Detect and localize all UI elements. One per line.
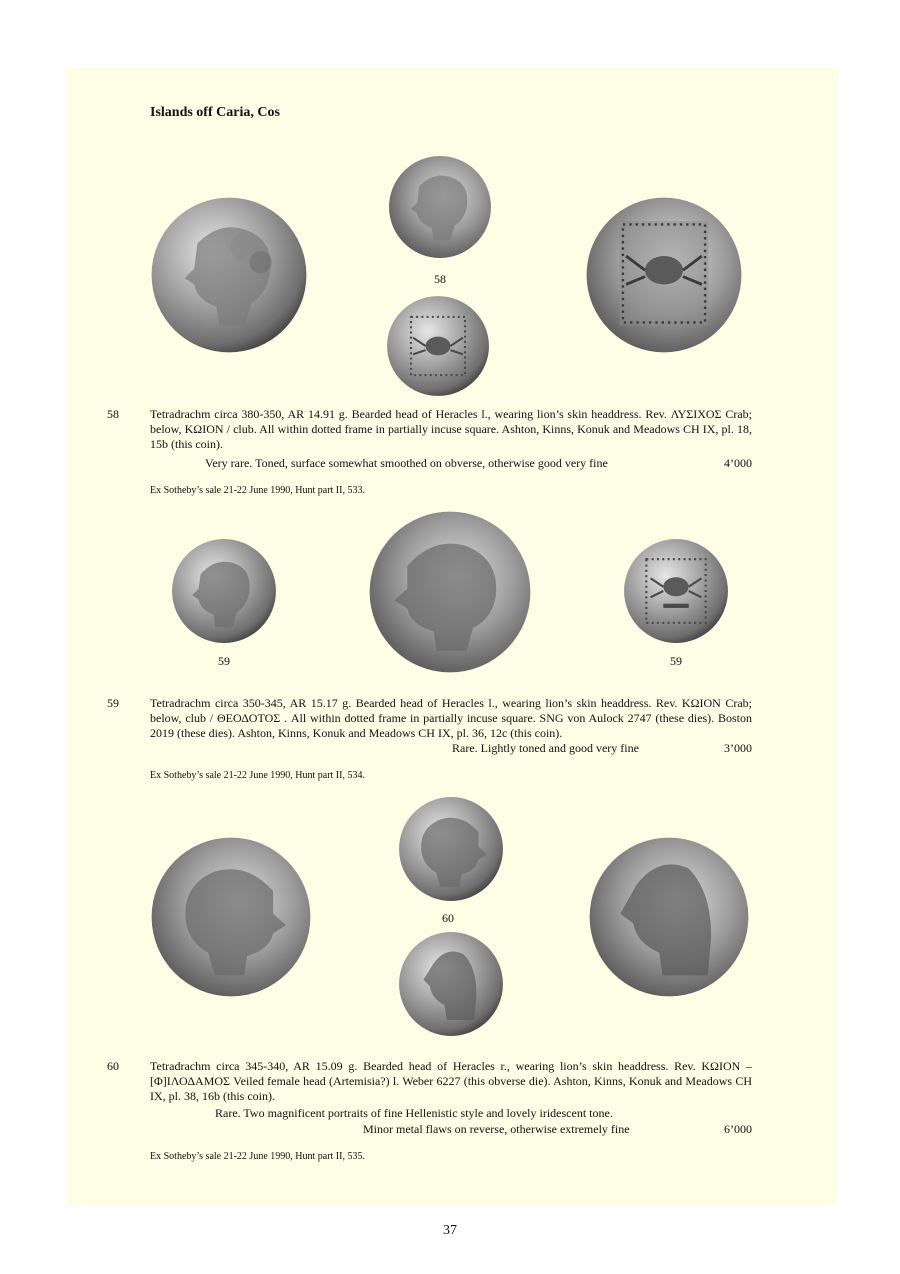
heracles-head-obverse-icon: [388, 152, 492, 262]
crab-reverse-icon: [620, 538, 732, 644]
image-label: 60: [442, 911, 454, 925]
crab-reverse-icon: [382, 294, 494, 398]
veiled-female-head-icon: [398, 930, 504, 1038]
lot-description: Tetradrachm circa 350-345, AR 15.17 g. Bearded head of Heracles l., wearing lion’s skin headdress. Rev. ΚΩΙΟΝ Crab; below, club / ΘΕΟΔΟΤΟΣ . All within dotted frame in partially incuse square. SNG von Aulock 2747 (these dies). Boston 2019 (these dies). Ashton, Kinns, Konuk and Meadows CH IX, pl. 36, 12c (this coin).: [150, 696, 752, 740]
lot-provenance: Ex Sotheby’s sale 21-22 June 1990, Hunt part II, 535.: [150, 1151, 365, 1162]
lot-number: 60: [107, 1059, 119, 1073]
heracles-head-obverse-icon: [150, 192, 308, 358]
heracles-head-obverse-icon: [168, 538, 280, 644]
image-label: 58: [434, 272, 446, 286]
crab-reverse-icon: [578, 196, 750, 354]
section-title: Islands off Caria, Cos: [150, 105, 280, 120]
heracles-head-obverse-icon: [150, 836, 312, 998]
lot-condition: Rare. Two magnificent portraits of fine Hellenistic style and lovely iridescent tone.: [215, 1106, 613, 1120]
lot-number: 59: [107, 696, 119, 710]
lot-provenance: Ex Sotheby’s sale 21-22 June 1990, Hunt part II, 534.: [150, 770, 365, 781]
lot-condition: Very rare. Toned, surface somewhat smoothed on obverse, otherwise good very fine: [205, 456, 608, 470]
page-number: 37: [443, 1223, 457, 1238]
lot-provenance: Ex Sotheby’s sale 21-22 June 1990, Hunt part II, 533.: [150, 485, 365, 496]
heracles-head-obverse-icon: [398, 796, 504, 902]
lot-price: 3’000: [724, 741, 752, 755]
lot-description: Tetradrachm circa 380-350, AR 14.91 g. Bearded head of Heracles l., wearing lion’s skin headdress. Rev. ΛΥΣΙΧΟΣ Crab; below, ΚΩΙΟΝ / club. All within dotted frame in partially incuse square. Ashton, Kinns, Konuk and Meadows CH IX, pl. 18, 15b (this coin).: [150, 407, 752, 451]
heracles-head-obverse-icon: [366, 510, 534, 674]
veiled-female-head-icon: [588, 836, 750, 998]
image-label: 59: [670, 654, 682, 668]
image-label: 59: [218, 654, 230, 668]
lot-price: 6’000: [724, 1122, 752, 1136]
lot-description: Tetradrachm circa 345-340, AR 15.09 g. Bearded head of Heracles r., wearing lion’s skin headdress. Rev. ΚΩΙΟΝ – [Φ]ΙΛΟΔΑΜΟΣ Veiled female head (Artemisia?) l. Weber 6227 (this obverse die). Ashton, Kinns, Konuk and Meadows CH IX, pl. 38, 16b (this coin).: [150, 1059, 752, 1103]
lot-condition: Minor metal flaws on reverse, otherwise extremely fine: [363, 1122, 630, 1136]
lot-number: 58: [107, 407, 119, 421]
lot-price: 4’000: [724, 456, 752, 470]
lot-condition: Rare. Lightly toned and good very fine: [452, 741, 639, 755]
